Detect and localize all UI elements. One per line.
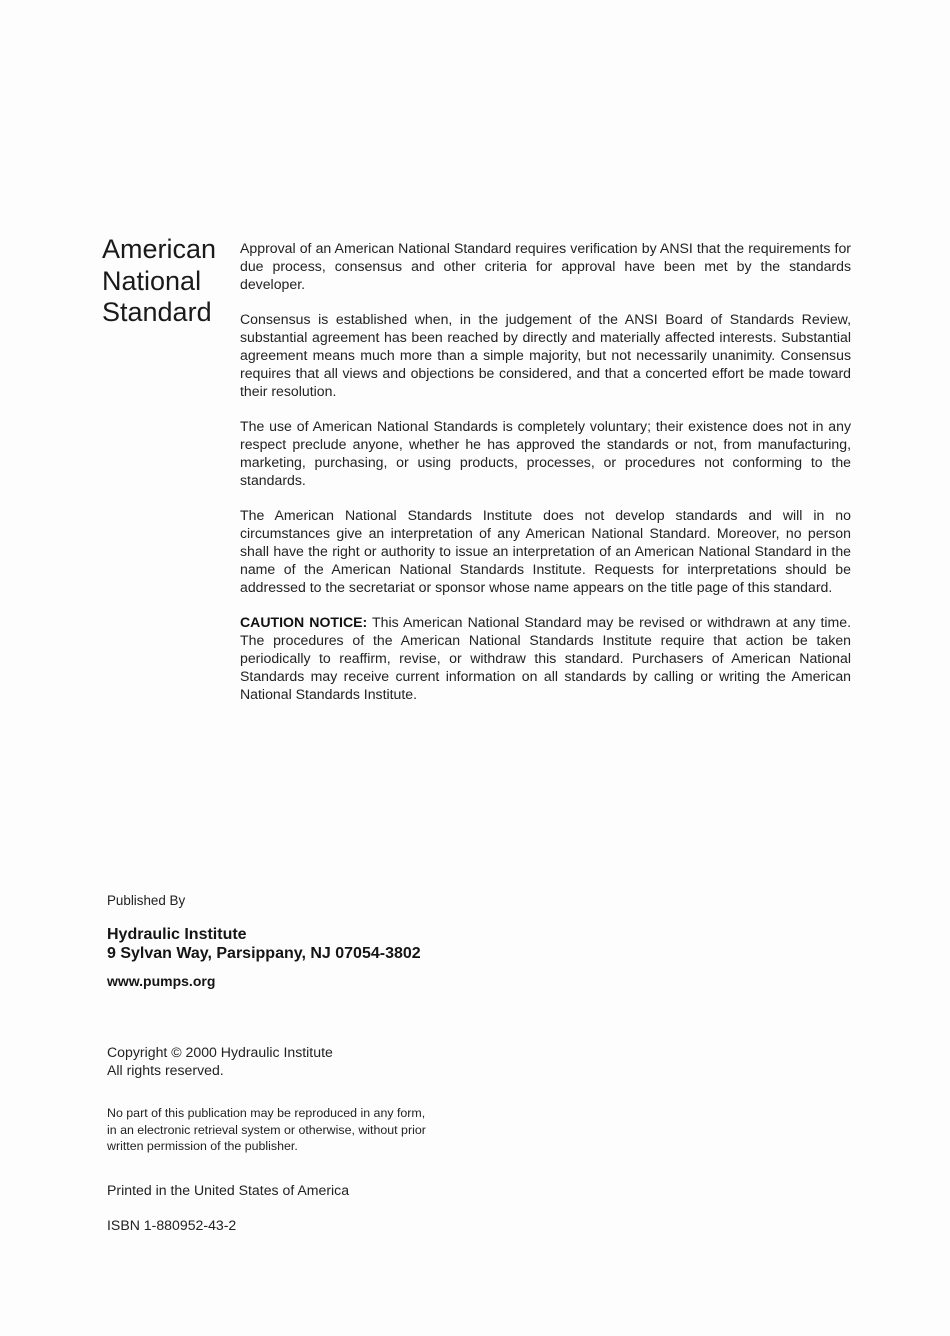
interpretation-paragraph: The American National Standards Institute does not develop standards and will in no circumstances give an interpretation of any American National Standard. Moreover, no person shall have the right or authority to issue an interpretation of an American National Standard in the name of the American National Standards Institute. Requests for interpretations should be addressed to the secretariat or sponsor whose name appears on the title page of this standard.: [240, 507, 851, 595]
isbn: ISBN 1-880952-43-2: [107, 1217, 237, 1233]
section-title: [102, 234, 232, 329]
rights-reserved: All rights reserved.: [107, 1062, 224, 1078]
publisher-website: www.pumps.org: [107, 973, 216, 989]
reproduction-notice: [107, 1105, 487, 1155]
section-title-line: Standard: [102, 297, 212, 327]
approval-paragraph: Approval of an American National Standard requires verification by ANSI that the requirements for due process, consensus and other criteria for approval have been met by the standards developer.: [240, 240, 851, 292]
copyright-line: Copyright © 2000 Hydraulic Institute: [107, 1044, 333, 1060]
section-title-line: National: [102, 265, 202, 296]
publisher-address: 9 Sylvan Way, Parsippany, NJ 07054-3802: [107, 944, 421, 962]
printed-in: Printed in the United States of America: [107, 1182, 350, 1198]
consensus-paragraph: Consensus is established when, in the judgement of the ANSI Board of Standards Review, substantial agreement has been reached by directly and materially affected interests. Substantial agreement means much more than a simple majority, but not necessarily unanimity. Consensus requires that all views and objections be considered, and that a concerted effort be made toward their resolution.: [240, 311, 851, 399]
caution-label: CAUTION NOTICE:: [240, 614, 368, 630]
published-by-label: Published By: [107, 893, 186, 908]
standard-body-text: [240, 239, 851, 720]
section-title-line: American: [102, 234, 217, 264]
notice-line: No part of this publication may be reproduced in any form,: [107, 1106, 426, 1120]
copyright-block: [107, 1043, 333, 1079]
notice-line: in an electronic retrieval system or otherwise, without prior: [107, 1122, 426, 1137]
publisher-block: [107, 892, 607, 990]
voluntary-paragraph: The use of American National Standards is completely voluntary; their existence does not in any respect preclude anyone, whether he has approved the standards or not, from manufacturing, marketing, purchasing, or using products, processes, or procedures not conforming to the standards.: [240, 418, 851, 488]
caution-text: This American National Standard may be revised or withdrawn at any time. The procedures of the American National Standards Institute require that action be taken periodically to reaffirm, revise, or withdraw this standard. Purchasers of American National Standards may receive current information on all standards by calling or writing the American National Standards Institute.: [240, 614, 851, 702]
caution-paragraph: [240, 613, 851, 703]
notice-line: written permission of the publisher.: [107, 1139, 298, 1153]
publisher-name: Hydraulic Institute: [107, 926, 247, 943]
